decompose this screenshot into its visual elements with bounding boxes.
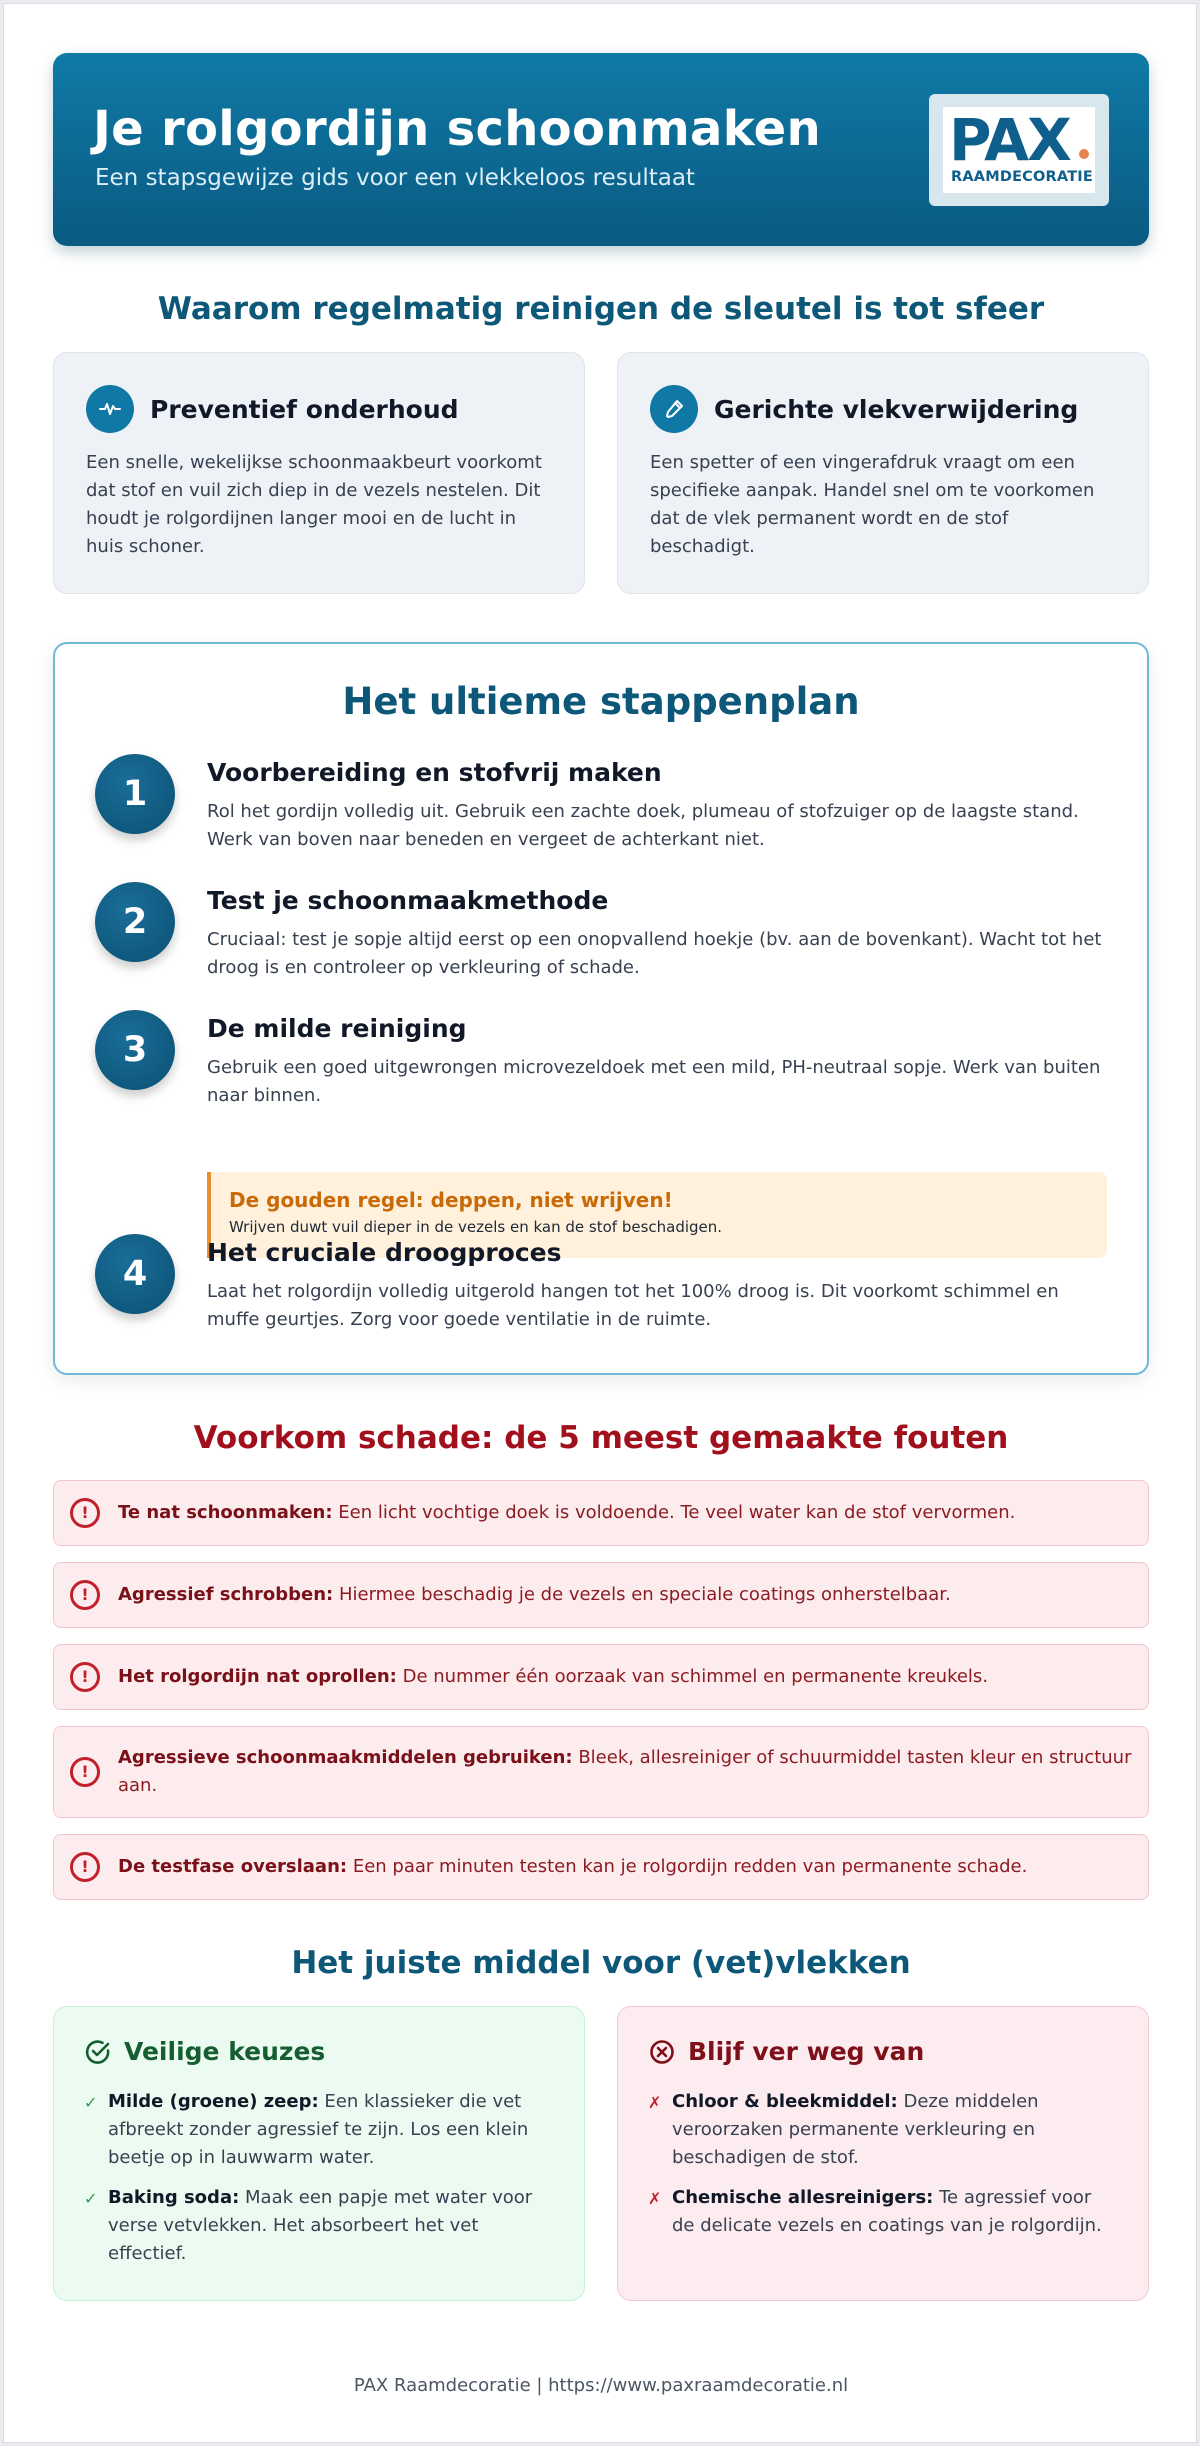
logo-tagline: RAAMDECORATIE	[951, 169, 1093, 185]
logo-dot	[1079, 149, 1089, 159]
step-plan-title: Het ultieme stappenplan	[342, 680, 860, 723]
dropper-icon	[650, 385, 698, 433]
mistake-text: Een paar minuten testen kan je rolgordijn redden van permanente schade.	[347, 1856, 1028, 1877]
card-title: Preventief onderhoud	[150, 395, 459, 424]
mistake-item	[53, 1834, 1149, 1900]
item-title: Baking soda:	[108, 2187, 240, 2208]
hero-header	[53, 53, 1149, 246]
content	[53, 53, 1149, 2396]
card-targeted-stain-removal	[617, 352, 1149, 594]
mistake-title: Te nat schoonmaken:	[118, 1502, 333, 1523]
step-number: 1	[95, 754, 175, 834]
mistake-text: Hiermee beschadig je de vezels en speciale coatings onherstelbaar.	[333, 1584, 951, 1605]
item-title: Chemische allesreinigers:	[672, 2187, 934, 2208]
card-title: Gerichte vlekverwijdering	[714, 395, 1079, 424]
mistake-text: Een licht vochtige doek is voldoende. Te veel water kan de stof vervormen.	[332, 1502, 1016, 1523]
brand-logo	[929, 94, 1109, 206]
check-circle-icon	[84, 2038, 112, 2066]
mistake-text: Bleek, allesreiniger of schuurmiddel tasten kleur en structuur aan.	[118, 1747, 1132, 1796]
step-number: 2	[95, 882, 175, 962]
alert-icon: !	[70, 1580, 100, 1610]
list-item	[84, 2184, 554, 2268]
item-text: Te agressief voor de delicate vezels en coatings van je rolgordijn.	[672, 2187, 1102, 2236]
step-title: De milde reiniging	[207, 1014, 467, 1043]
list-item	[648, 2184, 1118, 2240]
alert-icon: !	[70, 1498, 100, 1528]
step-title: Het cruciale droogproces	[207, 1238, 562, 1267]
mistake-item	[53, 1562, 1149, 1628]
card-text: Een spetter of een vingerafdruk vraagt om een specifieke aanpak. Handel snel om te voorkomen dat de vlek permanent wordt en de stof beschadigt.	[650, 452, 1095, 557]
footer: PAX Raamdecoratie | https://www.paxraamdecoratie.nl	[353, 2375, 849, 2396]
mistake-item	[53, 1480, 1149, 1546]
page	[3, 3, 1197, 2443]
page-subtitle: Een stapsgewijze gids voor een vlekkeloos resultaat	[95, 165, 695, 191]
item-title: Milde (groene) zeep:	[108, 2091, 319, 2112]
avoid-heading	[648, 2037, 1118, 2066]
check-icon: ✓	[84, 2189, 98, 2208]
step-title: Voorbereiding en stofvrij maken	[207, 758, 662, 787]
item-text: Een klassieker die vet afbreekt zonder agressief te zijn. Los een klein beetje op in lauwwarm water.	[108, 2091, 529, 2168]
mistakes-list	[53, 1480, 1149, 1900]
golden-rule-text: Wrijven duwt vuil dieper in de vezels en kan de stof beschadigen.	[229, 1218, 723, 1236]
alert-icon: !	[70, 1852, 100, 1882]
safe-choices-title: Veilige keuzes	[124, 2037, 326, 2066]
check-icon: ✓	[84, 2093, 98, 2112]
step-text: Gebruik een goed uitgewrongen microvezeldoek met een mild, PH-neutraal sopje. Werk van buiten naar binnen.	[207, 1057, 1101, 1106]
why-cards	[53, 352, 1149, 594]
remedies-section-title: Het juiste middel voor (vet)vlekken	[291, 1945, 911, 1981]
item-text: Deze middelen veroorzaken permanente verkleuring en beschadigen de stof.	[672, 2091, 1039, 2168]
avoid-title: Blijf ver weg van	[688, 2037, 925, 2066]
logo-brand-text: PAX	[949, 106, 1070, 174]
card-preventive-maintenance	[53, 352, 585, 594]
remedies	[53, 2006, 1149, 2301]
mistake-text: De nummer één oorzaak van schimmel en permanente kreukels.	[396, 1666, 989, 1687]
item-text: Maak een papje met water voor verse vetvlekken. Het absorbeert het vet effectief.	[108, 2187, 533, 2264]
page-title: Je rolgordijn schoonmaken	[93, 101, 821, 157]
step-text: Laat het rolgordijn volledig uitgerold hangen tot het 100% droog is. Dit voorkomt schimmel en muffe geurtjes. Zorg voor goede ventilatie in de ruimte.	[207, 1281, 1059, 1330]
card-text: Een snelle, wekelijkse schoonmaakbeurt voorkomt dat stof en vuil zich diep in de vezels nestelen. Dit houdt je rolgordijnen langer mooi en de lucht in huis schoner.	[86, 452, 542, 557]
avoid-list	[648, 2088, 1118, 2240]
item-title: Chloor & bleekmiddel:	[672, 2091, 898, 2112]
mistake-title: De testfase overslaan:	[118, 1856, 348, 1877]
safe-choices-card	[53, 2006, 585, 2301]
list-item	[648, 2088, 1118, 2172]
step-number: 3	[95, 1010, 175, 1090]
step-plan	[53, 642, 1149, 1375]
logo-mark	[943, 107, 1095, 193]
step-number: 4	[95, 1234, 175, 1314]
list-item	[84, 2088, 554, 2172]
avoid-card	[617, 2006, 1149, 2301]
why-section-title: Waarom regelmatig reinigen de sleutel is tot sfeer	[157, 291, 1045, 327]
cross-icon: ✗	[648, 2189, 662, 2208]
golden-rule-title: De gouden regel: deppen, niet wrijven!	[229, 1188, 673, 1212]
pulse-icon	[86, 385, 134, 433]
mistake-title: Agressief schrobben:	[118, 1584, 334, 1605]
alert-icon: !	[70, 1757, 100, 1787]
x-circle-icon	[648, 2038, 676, 2066]
mistake-title: Agressieve schoonmaakmiddelen gebruiken:	[118, 1747, 573, 1768]
safe-choices-heading	[84, 2037, 554, 2066]
mistake-item	[53, 1644, 1149, 1710]
alert-icon: !	[70, 1662, 100, 1692]
safe-choices-list	[84, 2088, 554, 2268]
mistake-title: Het rolgordijn nat oprollen:	[118, 1666, 397, 1687]
step-text: Rol het gordijn volledig uit. Gebruik een zachte doek, plumeau of stofzuiger op de laagste stand. Werk van boven naar beneden en vergeet de achterkant niet.	[207, 801, 1079, 850]
mistake-item	[53, 1726, 1149, 1818]
step-text: Cruciaal: test je sopje altijd eerst op een onopvallend hoekje (bv. aan de bovenkant). Wacht tot het droog is en controleer op verkleuring of schade.	[207, 929, 1102, 978]
mistakes-section-title: Voorkom schade: de 5 meest gemaakte fouten	[193, 1420, 1009, 1456]
cross-icon: ✗	[648, 2093, 662, 2112]
step-title: Test je schoonmaakmethode	[207, 886, 609, 915]
